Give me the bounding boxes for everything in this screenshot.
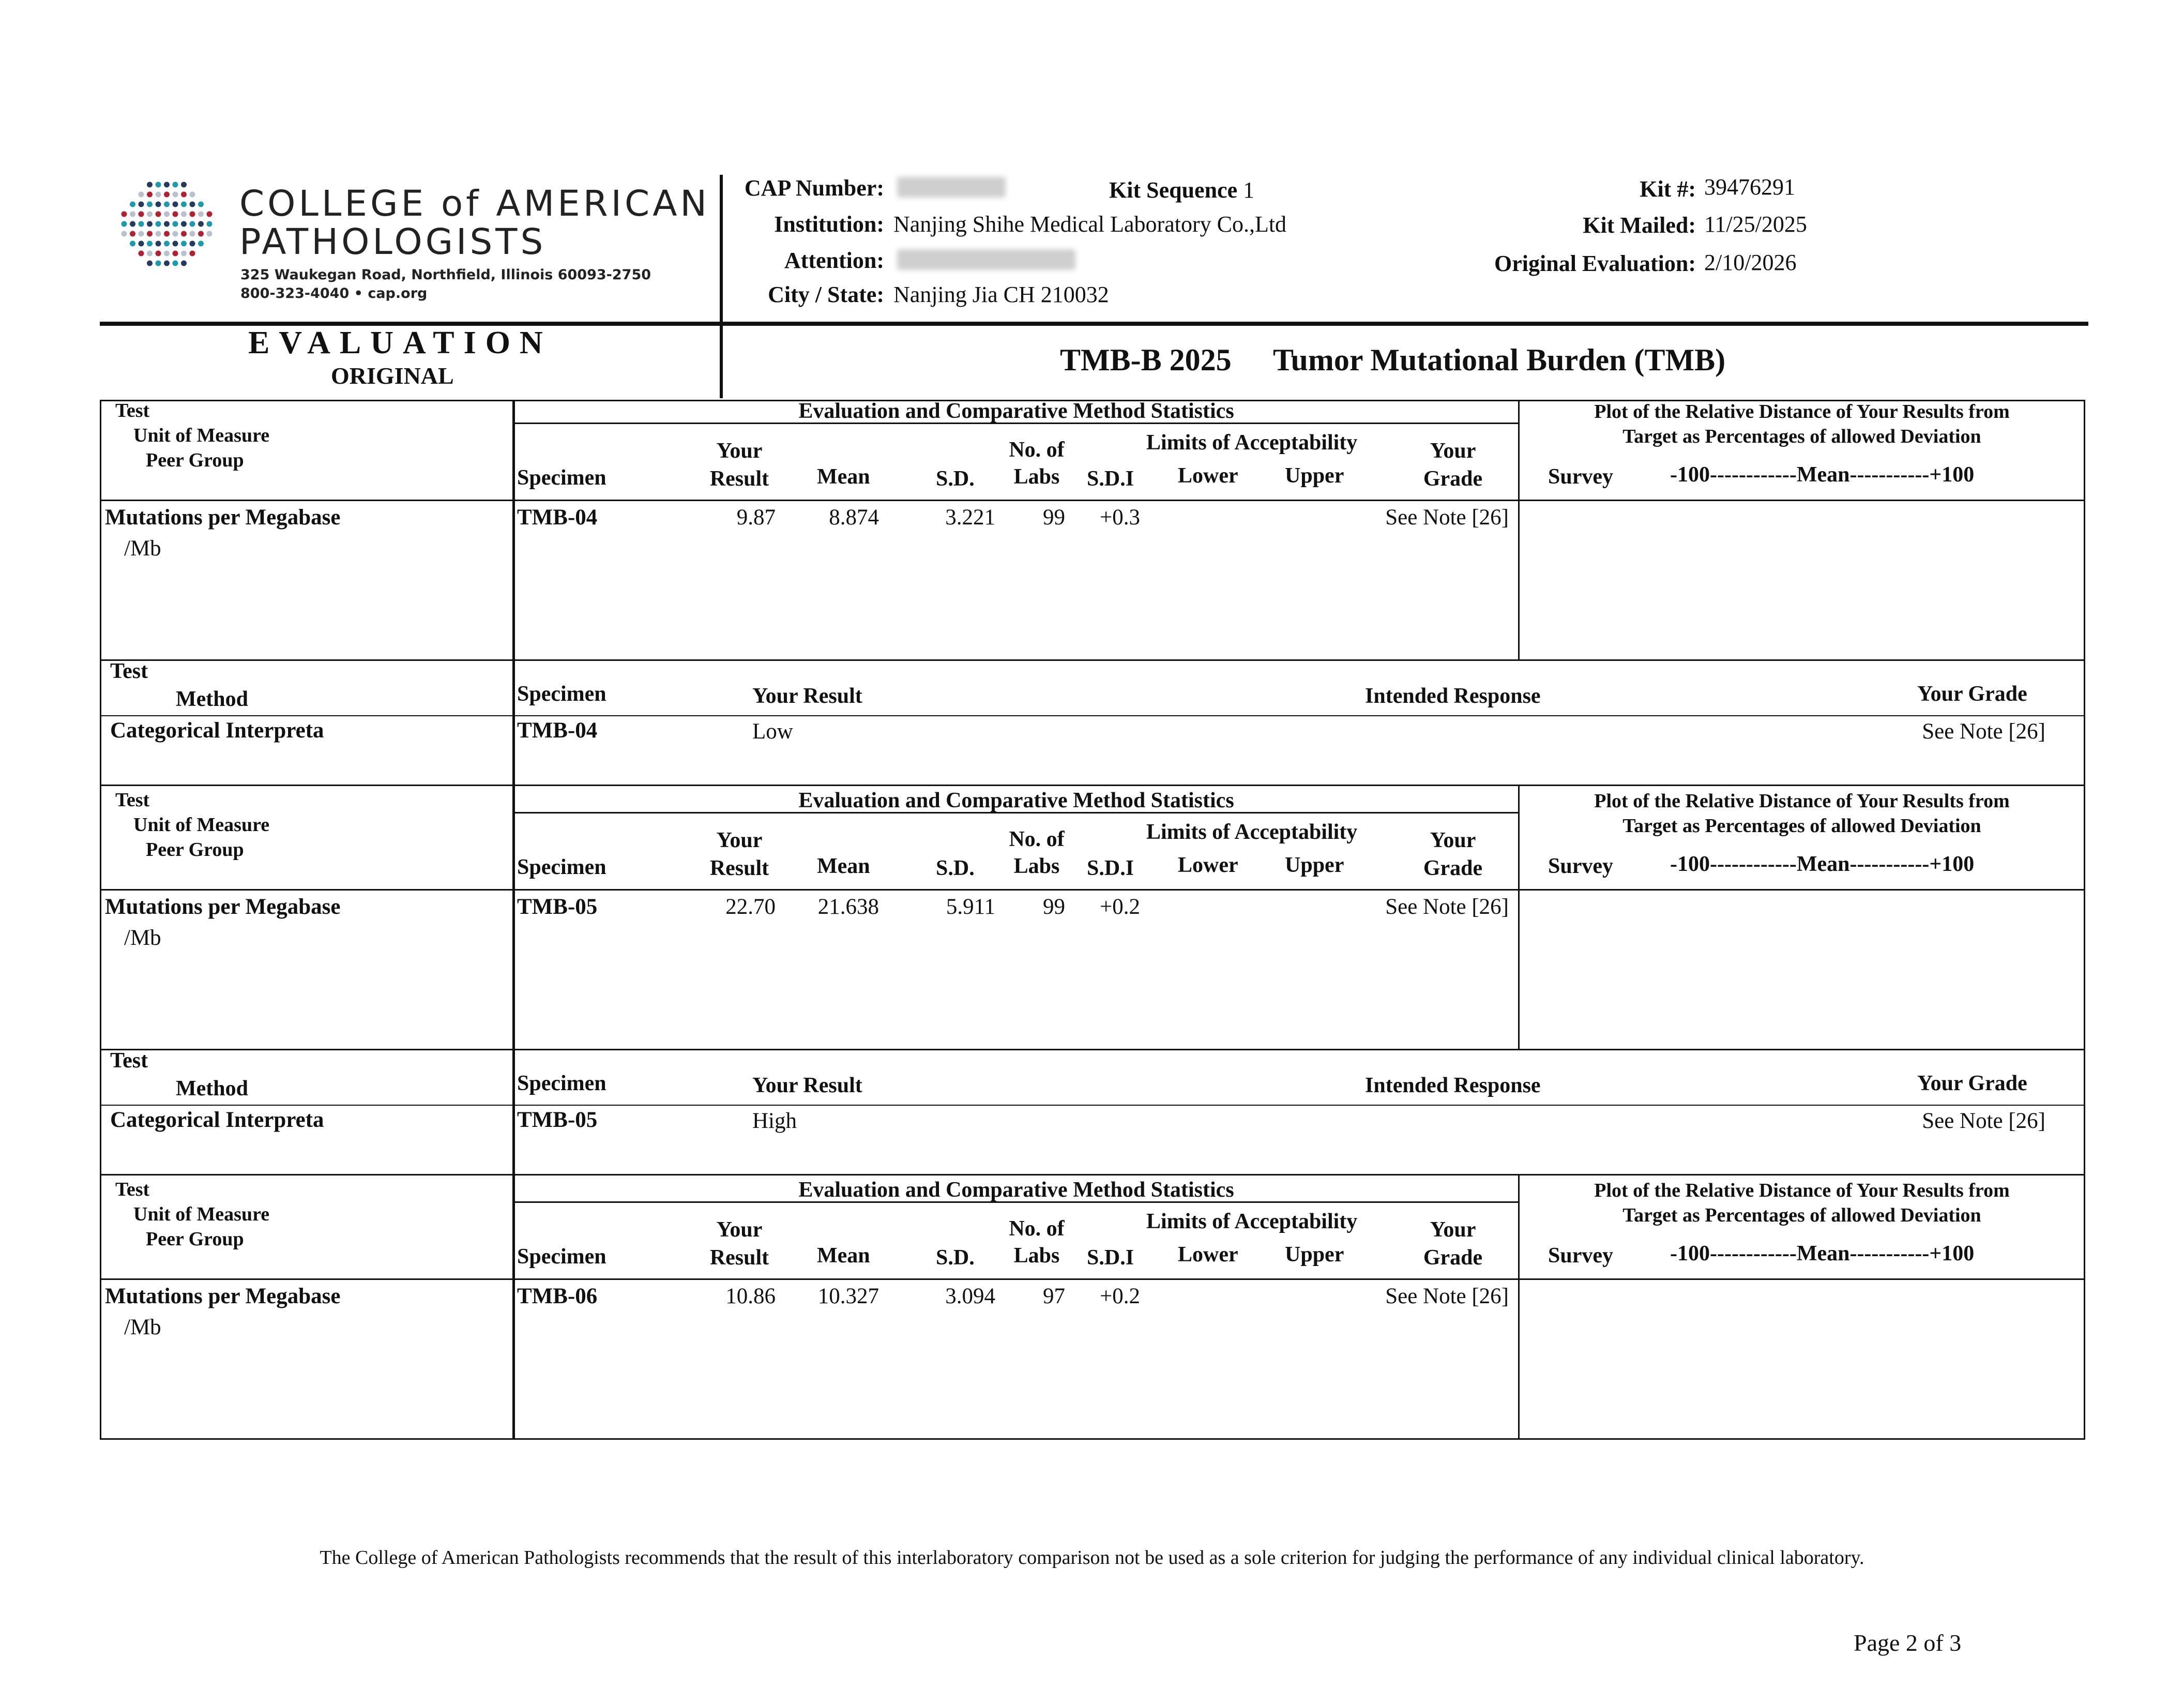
- row-result: 22.70: [725, 895, 776, 919]
- section-line: [1518, 1174, 1520, 1440]
- logo-dot: [122, 212, 127, 217]
- cat-hdr-your-grade: Your Grade: [1917, 1072, 2027, 1095]
- header-divider: [720, 175, 723, 398]
- cat-row-result: High: [752, 1109, 797, 1133]
- logo-dot: [164, 231, 170, 237]
- row-labs: 97: [1043, 1284, 1065, 1308]
- cat-hdr-intended: Intended Response: [1365, 1074, 1541, 1097]
- section-line: [100, 659, 2085, 661]
- kit-sequence: [1109, 177, 1254, 203]
- hdr-result: Result: [709, 856, 769, 880]
- logo-dot: [130, 212, 135, 217]
- logo-dot: [130, 231, 135, 237]
- logo-dot: [156, 182, 161, 188]
- original-label: ORIGINAL: [331, 363, 454, 389]
- section-line: [100, 715, 2085, 716]
- section-line: [100, 1174, 101, 1440]
- logo-dot: [156, 231, 161, 237]
- section-line: [100, 400, 101, 660]
- logo-dot: [181, 261, 187, 266]
- logo-dot: [130, 241, 135, 247]
- hdr-plot-title-2: Target as Percentages of allowed Deviation: [1622, 1204, 1981, 1226]
- kit-number-label: Kit #:: [1640, 176, 1696, 202]
- cat-row-grade: See Note [26]: [1922, 719, 2045, 744]
- page-number: Page 2 of 3: [1854, 1630, 1962, 1656]
- logo-name-line1: COLLEGE of AMERICAN: [239, 183, 710, 224]
- row-sd: 3.094: [945, 1284, 995, 1308]
- attention-label: Attention:: [784, 248, 884, 273]
- section-line: [2084, 659, 2085, 785]
- logo-dot: [207, 231, 213, 237]
- logo-dot: [198, 202, 204, 207]
- logo-dot: [173, 251, 178, 257]
- logo-dot: [173, 261, 178, 266]
- city-state-label: City / State:: [768, 282, 884, 307]
- logo-dot: [198, 212, 204, 217]
- row-unit: /Mb: [124, 1315, 161, 1339]
- section-line: [512, 400, 515, 660]
- hdr-your-grade-1: Your: [1430, 828, 1476, 852]
- section-line: [100, 785, 2085, 786]
- row-labs: 99: [1043, 505, 1065, 530]
- hdr-eval-stats: Evaluation and Comparative Method Statistics: [798, 789, 1234, 812]
- logo-dot: [147, 182, 153, 188]
- cat-row-specimen: TMB-05: [517, 1108, 598, 1132]
- hdr-test: Test: [115, 789, 150, 811]
- hdr-your: Your: [716, 439, 763, 463]
- hdr-your: Your: [716, 1218, 763, 1242]
- logo-dot: [173, 212, 178, 217]
- logo-dot: [147, 221, 153, 227]
- logo-dot: [173, 241, 178, 247]
- logo-dot: [207, 212, 213, 217]
- logo-dot: [198, 221, 204, 227]
- logo-name-line2: PATHOLOGISTS: [239, 221, 547, 263]
- logo-dot: [181, 221, 187, 227]
- hdr-limits: Limits of Acceptability: [1146, 820, 1358, 844]
- logo-dot: [190, 221, 195, 227]
- section-line: [100, 1049, 2085, 1050]
- logo-dot: [173, 182, 178, 188]
- hdr-labs: Labs: [1013, 854, 1060, 878]
- hdr-specimen: Specimen: [517, 466, 606, 490]
- row-test: Mutations per Megabase: [105, 895, 341, 919]
- logo-dot: [139, 241, 144, 247]
- hdr-limits: Limits of Acceptability: [1146, 431, 1358, 455]
- logo-address: 325 Waukegan Road, Northfield, Illinois 60093-2750: [240, 267, 651, 283]
- cap-number-redacted: [897, 177, 1006, 198]
- survey-name: Tumor Mutational Burden (TMB): [1273, 343, 1726, 377]
- row-test: Mutations per Megabase: [105, 505, 341, 530]
- logo-dot: [164, 261, 170, 266]
- logo-dot: [190, 192, 195, 198]
- logo-dot: [173, 231, 178, 237]
- cat-row-specimen: TMB-04: [517, 718, 598, 743]
- hdr-your-grade-2: Grade: [1423, 467, 1483, 491]
- row-result: 9.87: [736, 505, 776, 530]
- disclaimer: The College of American Pathologists recommends that the result of this interlaboratory comparison not be used as a sole criterion for judging the performance of any individual clinical laboratory.: [320, 1547, 1864, 1569]
- row-sdi: +0.3: [1100, 505, 1141, 530]
- section-line: [100, 1278, 2085, 1280]
- hdr-survey: Survey: [1548, 854, 1613, 878]
- hdr-plot-title-2: Target as Percentages of allowed Deviation: [1622, 815, 1981, 837]
- row-labs: 99: [1043, 895, 1065, 919]
- logo-dot: [156, 192, 161, 198]
- hdr-result: Result: [709, 1246, 769, 1270]
- logo-dot: [139, 212, 144, 217]
- cat-hdr-your-grade: Your Grade: [1917, 682, 2027, 706]
- hdr-mean: Mean: [817, 465, 870, 489]
- kit-mailed-label: Kit Mailed:: [1583, 213, 1696, 238]
- original-evaluation-label: Original Evaluation:: [1494, 251, 1696, 276]
- row-specimen: TMB-06: [517, 1284, 598, 1308]
- hdr-lower: Lower: [1178, 1243, 1238, 1267]
- cat-hdr-specimen: Specimen: [517, 1072, 606, 1095]
- hdr-specimen: Specimen: [517, 1245, 606, 1269]
- logo-dot: [130, 202, 135, 207]
- hdr-sdi: S.D.I: [1087, 467, 1134, 491]
- row-sd: 3.221: [945, 505, 995, 530]
- hdr-sdi: S.D.I: [1087, 1246, 1134, 1270]
- cat-row-test: Categorical Interpreta: [110, 1108, 324, 1132]
- logo-dot: [164, 182, 170, 188]
- hdr-survey: Survey: [1548, 465, 1613, 489]
- hdr-no-of: No. of: [1009, 1217, 1065, 1241]
- hdr-your-grade-2: Grade: [1423, 1246, 1483, 1270]
- hdr-upper: Upper: [1285, 1243, 1344, 1267]
- hdr-unit: Unit of Measure: [133, 814, 270, 836]
- hdr-plot-title-2: Target as Percentages of allowed Deviation: [1622, 426, 1981, 447]
- logo-dot: [164, 221, 170, 227]
- hdr-scale: -100------------Mean-----------+100: [1670, 852, 1975, 876]
- section-line: [2084, 1049, 2085, 1174]
- logo-dot: [122, 231, 127, 237]
- survey-code: TMB-B 2025: [1060, 343, 1232, 377]
- section-line: [512, 1174, 515, 1440]
- row-mean: 10.327: [817, 1284, 879, 1308]
- hdr-your-grade-2: Grade: [1423, 856, 1483, 880]
- hdr-upper: Upper: [1285, 464, 1344, 488]
- hdr-test: Test: [115, 400, 150, 421]
- section-line: [100, 1438, 2085, 1440]
- logo-dot: [190, 231, 195, 237]
- logo-dot: [147, 251, 153, 257]
- hdr-peer: Peer Group: [146, 1228, 244, 1250]
- hdr-result: Result: [709, 467, 769, 491]
- hdr-eval-stats: Evaluation and Comparative Method Statistics: [798, 1178, 1234, 1202]
- logo-dot: [181, 241, 187, 247]
- logo-dot: [190, 241, 195, 247]
- hdr-plot-title-1: Plot of the Relative Distance of Your Results from: [1594, 401, 2010, 423]
- row-specimen: TMB-04: [517, 505, 598, 530]
- row-result: 10.86: [725, 1284, 776, 1308]
- hdr-lower: Lower: [1178, 464, 1238, 488]
- cat-hdr-test: Test: [110, 659, 148, 683]
- institution-label: Institution:: [774, 212, 884, 237]
- section-line: [2084, 400, 2085, 660]
- logo-dot: [207, 221, 213, 227]
- logo-dot: [147, 241, 153, 247]
- row-sd: 5.911: [946, 895, 995, 919]
- cat-hdr-your-result: Your Result: [752, 684, 862, 708]
- cat-hdr-intended: Intended Response: [1365, 684, 1541, 708]
- row-test: Mutations per Megabase: [105, 1284, 341, 1308]
- hdr-limits: Limits of Acceptability: [1146, 1210, 1358, 1233]
- cat-row-grade: See Note [26]: [1922, 1109, 2045, 1133]
- row-grade: See Note [26]: [1385, 505, 1509, 530]
- logo-dot: [173, 202, 178, 207]
- logo-dot: [181, 231, 187, 237]
- hdr-peer: Peer Group: [146, 839, 244, 861]
- section-line: [512, 1049, 515, 1174]
- hdr-lower: Lower: [1178, 853, 1238, 877]
- hdr-your-grade-1: Your: [1430, 439, 1476, 463]
- logo-dot: [181, 192, 187, 198]
- logo-dot: [173, 192, 178, 198]
- hdr-no-of: No. of: [1009, 827, 1065, 851]
- logo-dot: [173, 221, 178, 227]
- attention-redacted: [897, 249, 1075, 270]
- row-sdi: +0.2: [1100, 895, 1141, 919]
- logo-dot: [147, 192, 153, 198]
- cat-hdr-specimen: Specimen: [517, 682, 606, 706]
- logo-dot: [147, 231, 153, 237]
- hdr-specimen: Specimen: [517, 855, 606, 879]
- city-state-value: Nanjing Jia CH 210032: [893, 282, 1109, 307]
- row-specimen: TMB-05: [517, 895, 598, 919]
- logo-dot: [181, 251, 187, 257]
- logo-dot: [147, 212, 153, 217]
- section-line: [512, 659, 515, 785]
- hdr-labs: Labs: [1013, 1244, 1060, 1268]
- cat-hdr-test: Test: [110, 1049, 148, 1073]
- section-line: [512, 785, 515, 1050]
- section-line: [2084, 785, 2085, 1050]
- hdr-mean: Mean: [817, 854, 870, 878]
- row-unit: /Mb: [124, 536, 161, 561]
- logo-dot: [139, 192, 144, 198]
- logo-dot: [164, 251, 170, 257]
- hdr-your-grade-1: Your: [1430, 1218, 1476, 1242]
- kit-sequence-value: 1: [1243, 177, 1255, 203]
- logo-dot: [156, 241, 161, 247]
- original-evaluation-value: 2/10/2026: [1704, 250, 1797, 275]
- hdr-plot-title-1: Plot of the Relative Distance of Your Results from: [1594, 790, 2010, 812]
- logo-dot: [190, 212, 195, 217]
- logo-dot: [122, 221, 127, 227]
- section-line: [1518, 400, 1520, 660]
- logo-dot: [156, 221, 161, 227]
- hdr-sd: S.D.: [936, 856, 975, 880]
- logo-dot: [156, 261, 161, 266]
- logo-dot: [181, 182, 187, 188]
- section-line: [100, 1174, 2085, 1175]
- logo-dot: [147, 261, 153, 266]
- cat-row-test: Categorical Interpreta: [110, 718, 324, 743]
- logo-dot: [139, 231, 144, 237]
- hdr-mean: Mean: [817, 1244, 870, 1268]
- cap-number-label: CAP Number:: [744, 175, 884, 201]
- row-mean: 21.638: [817, 895, 879, 919]
- logo-contact: 800-323-4040 • cap.org: [240, 285, 428, 302]
- kit-mailed-value: 11/25/2025: [1704, 212, 1807, 237]
- hdr-eval-stats: Evaluation and Comparative Method Statistics: [798, 399, 1234, 423]
- hdr-upper: Upper: [1285, 853, 1344, 877]
- logo-dot: [147, 202, 153, 207]
- hdr-test: Test: [115, 1179, 150, 1200]
- hdr-sd: S.D.: [936, 1246, 975, 1270]
- logo-dot: [139, 251, 144, 257]
- kit-number-value: 39476291: [1704, 174, 1795, 200]
- cat-hdr-your-result: Your Result: [752, 1074, 862, 1097]
- logo-dot: [156, 251, 161, 257]
- cap-logo-dots-icon: [119, 178, 222, 272]
- logo-dot: [190, 251, 195, 257]
- logo-dot: [164, 202, 170, 207]
- logo-dot: [181, 212, 187, 217]
- row-mean: 8.874: [829, 505, 879, 530]
- row-sdi: +0.2: [1100, 1284, 1141, 1308]
- hdr-unit: Unit of Measure: [133, 425, 270, 446]
- logo-dot: [190, 202, 195, 207]
- hdr-labs: Labs: [1013, 465, 1060, 489]
- hdr-survey: Survey: [1548, 1244, 1613, 1268]
- cap-logo: [119, 178, 222, 272]
- section-line: [100, 1105, 2085, 1106]
- cat-row-result: Low: [752, 719, 793, 744]
- evaluation-title: EVALUATION: [248, 325, 552, 360]
- cat-hdr-method: Method: [176, 687, 248, 711]
- cat-hdr-method: Method: [176, 1077, 248, 1101]
- kit-sequence-label: Kit Sequence: [1109, 177, 1238, 203]
- hdr-plot-title-1: Plot of the Relative Distance of Your Results from: [1594, 1180, 2010, 1201]
- section-line: [100, 889, 2085, 891]
- logo-dot: [139, 221, 144, 227]
- logo-dot: [156, 212, 161, 217]
- logo-dot: [139, 202, 144, 207]
- section-line: [100, 659, 101, 785]
- logo-dot: [164, 241, 170, 247]
- section-line: [1518, 785, 1520, 1050]
- logo-dot: [164, 212, 170, 217]
- row-grade: See Note [26]: [1385, 1284, 1509, 1308]
- institution-value: Nanjing Shihe Medical Laboratory Co.,Ltd: [893, 212, 1287, 237]
- hdr-sdi: S.D.I: [1087, 856, 1134, 880]
- hdr-scale: -100------------Mean-----------+100: [1670, 463, 1975, 487]
- logo-dot: [130, 221, 135, 227]
- hdr-peer: Peer Group: [146, 449, 244, 471]
- hdr-your: Your: [716, 828, 763, 852]
- section-line: [100, 500, 2085, 501]
- section-line: [100, 785, 101, 1050]
- logo-dot: [198, 241, 204, 247]
- logo-dot: [198, 231, 204, 237]
- hdr-no-of: No. of: [1009, 438, 1065, 462]
- logo-dot: [181, 202, 187, 207]
- section-line: [2084, 1174, 2085, 1440]
- hdr-unit: Unit of Measure: [133, 1203, 270, 1225]
- hdr-sd: S.D.: [936, 467, 975, 491]
- logo-dot: [164, 192, 170, 198]
- row-unit: /Mb: [124, 926, 161, 950]
- section-line: [100, 1049, 101, 1174]
- hdr-scale: -100------------Mean-----------+100: [1670, 1242, 1975, 1265]
- logo-dot: [156, 202, 161, 207]
- row-grade: See Note [26]: [1385, 895, 1509, 919]
